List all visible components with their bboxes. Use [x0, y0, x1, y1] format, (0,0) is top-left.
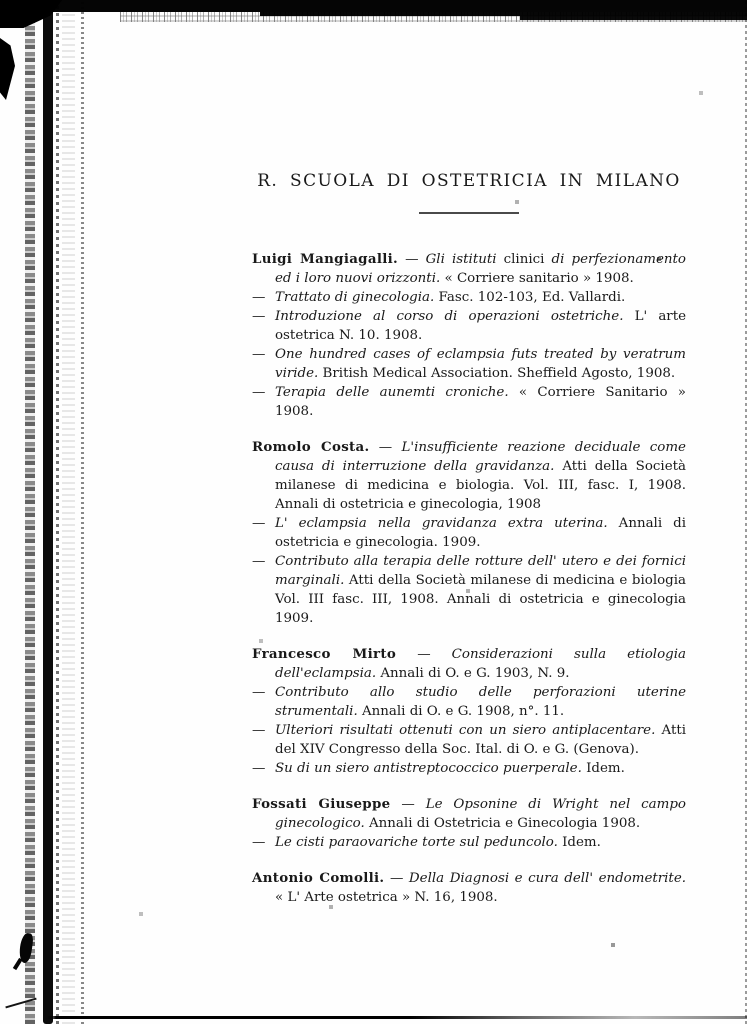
bibliography-entry — [252, 795, 686, 852]
author-separator: — — [390, 797, 426, 812]
author-work-line — [252, 795, 686, 833]
author-name: Luigi Mangiagalli. — [252, 251, 398, 267]
work-dash: — — [252, 309, 266, 324]
work-roman-segment: Annali di Ostetricia e Ginecologia 1908. — [364, 816, 641, 831]
work-italic-segment: Terapia delle aunemti croniche. — [275, 385, 509, 400]
bibliography-entry — [252, 645, 686, 778]
bibliography-entry — [252, 438, 686, 628]
work-dash: — — [252, 347, 266, 362]
author-work-line — [252, 250, 686, 288]
author-name: Francesco Mirto — [252, 646, 397, 662]
work-italic-segment: Contributo alla terapia delle rotture dell' utero e dei fornici marginali. — [275, 554, 686, 588]
author-name: Fossati Giuseppe — [252, 796, 391, 812]
work-italic-segment: One hundred cases of eclampsia futs treated by veratrum viride. — [275, 347, 686, 381]
work-roman-segment: L' arte ostetrica N. 10. 1908. — [275, 309, 687, 343]
work-roman-segment: « L' Arte ostetrica » N. 16, 1908. — [275, 890, 498, 905]
work-dash: — — [252, 835, 266, 850]
work-item — [252, 288, 686, 307]
scan-artifact-ink-blob — [18, 932, 34, 963]
work-item — [252, 514, 686, 552]
work-italic-segment: Trattato di ginecologia. — [275, 290, 435, 305]
scan-artifact-bottom-rule — [46, 1016, 747, 1019]
work-item — [252, 759, 686, 778]
work-roman-segment: British Medical Association. Sheffield Agosto, 1908. — [318, 366, 676, 381]
work-item — [252, 833, 686, 852]
author-work-line — [252, 645, 686, 683]
bibliography-entry — [252, 250, 686, 421]
scan-artifact-corner-blob — [0, 0, 62, 28]
work-roman-segment: « Corriere sanitario » 1908. — [440, 271, 634, 286]
work-dash: — — [252, 516, 266, 531]
work-italic-segment: Gli istituti — [425, 252, 497, 267]
work-item — [252, 307, 686, 345]
author-work-line — [252, 869, 686, 907]
author-work-line — [252, 438, 686, 514]
scan-artifact-bottom-slash — [5, 998, 36, 1009]
author-separator: — — [384, 871, 409, 886]
work-italic-segment: Ulteriori risultati ottenuti con un siero antiplacentare. — [275, 723, 656, 738]
work-italic-segment: di perfezionamento ed i loro nuovi orizzonti. — [275, 252, 686, 286]
author-name: Romolo Costa. — [252, 439, 370, 455]
work-italic-segment: Introduzione al corso di operazioni ostetriche. — [275, 309, 624, 324]
title-rule — [419, 212, 519, 214]
scan-artifact-stray-dots — [0, 0, 2, 2]
work-roman-segment: Idem. — [557, 835, 601, 850]
scan-artifact-binding-streak — [81, 0, 84, 1024]
work-dash: — — [252, 385, 266, 400]
work-item — [252, 345, 686, 383]
work-item — [252, 383, 686, 421]
page-content — [252, 0, 686, 924]
work-roman-segment: Fasc. 102-103, Ed. Vallardi. — [434, 290, 626, 305]
work-roman-segment: Annali di O. e G. 1908, n°. 11. — [357, 704, 565, 719]
scan-artifact-binding-streak — [43, 0, 53, 1024]
work-italic-segment: Su di un siero antistreptococcico puerperale. — [275, 761, 582, 776]
author-name: Antonio Comolli. — [252, 870, 385, 886]
bibliography-entry — [252, 869, 686, 907]
work-dash: — — [252, 554, 266, 569]
work-roman-segment: Atti del XIV Congresso della Soc. Ital. di O. e G. (Genova). — [275, 723, 686, 757]
work-italic-segment: Considerazioni sulla etiologia dell'eclampsia. — [275, 647, 686, 681]
work-roman-segment: « Corriere Sanitario » 1908. — [275, 385, 686, 419]
work-roman-segment: Atti della Società milanese di medicina e biologia. Vol. III, fasc. I, 1908. Annali di ostetricia e ginecologia, 1908 — [275, 459, 686, 512]
scan-artifact-edge-blob — [0, 38, 15, 100]
work-item — [252, 552, 686, 628]
work-roman-segment: Annali di O. e G. 1903, N. 9. — [376, 666, 570, 681]
work-roman-segment: Annali di ostetricia e ginecologia. 1909. — [275, 516, 686, 550]
work-italic-segment: L' eclampsia nella gravidanza extra uterina. — [275, 516, 608, 531]
work-roman-segment: Idem. — [581, 761, 625, 776]
bibliography-entries — [252, 250, 686, 907]
work-roman-segment: clinici — [496, 252, 552, 267]
work-roman-segment: Atti della Società milanese di medicina e biologia Vol. III fasc. III, 1908. Annali di ostetricia e ginecologia 1909. — [275, 573, 686, 626]
work-italic-segment: Le cisti paraovariche torte sul peduncolo. — [275, 835, 558, 850]
work-italic-segment: L'insufficiente reazione deciduale come causa di interruzione della gravidanza. — [275, 440, 686, 474]
author-separator: — — [397, 252, 426, 267]
page-title: R. SCUOLA DI OSTETRICIA IN MILANO — [257, 171, 681, 191]
work-dash: — — [252, 685, 266, 700]
scan-artifact-binding-streak — [25, 0, 35, 1024]
work-dash: — — [252, 761, 266, 776]
work-item — [252, 683, 686, 721]
work-italic-segment: Contributo allo studio delle perforazioni uterine strumentali. — [275, 685, 686, 719]
scan-artifact-binding-streak — [62, 0, 75, 1024]
scan-artifact-binding-streak — [56, 0, 59, 1024]
work-dash: — — [252, 290, 266, 305]
work-italic-segment: Della Diagnosi e cura dell' endometrite. — [408, 871, 686, 886]
work-item — [252, 721, 686, 759]
author-separator: — — [369, 440, 402, 455]
author-separator: — — [396, 647, 452, 662]
work-italic-segment: Le Opsonine di Wright nel campo ginecologico. — [275, 797, 686, 831]
work-dash: — — [252, 723, 266, 738]
